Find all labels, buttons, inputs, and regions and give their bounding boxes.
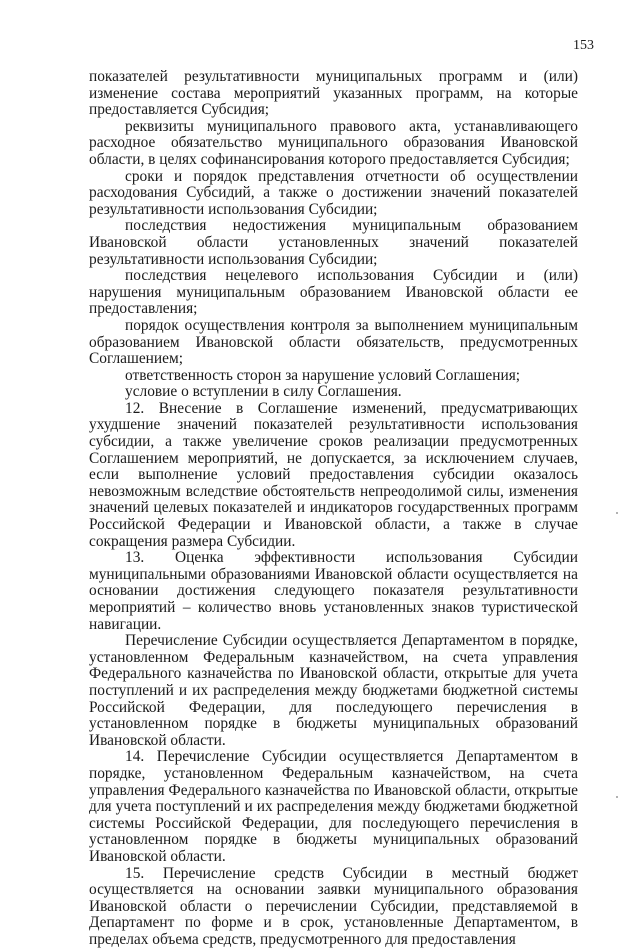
paragraph-clause-14: 14. Перечисление Субсидии осуществляется Департаментом в порядке, установленном Федеральным казначейством, на счета управления Федерального казначейства по Ивановской области, открытые для учета поступлений и их распределения между бюджетами бюджетной системы Российской Федерации, для последующего перечисления в установленном порядке в бюджеты муниципальных образований Ивановской области. [89, 749, 578, 865]
paragraph-legal-act-details: реквизиты муниципального правового акта, устанавливающего расходное обязательство муниципального образования Ивановской области, в целях софинансирования которого предоставляется Субсидия; [89, 119, 578, 169]
paragraph-non-achievement-consequences: последствия недостижения муниципальным образованием Ивановской области установленных значений показателей результативности использования Субсидии; [89, 218, 578, 268]
paragraph-clause-12: 12. Внесение в Соглашение изменений, предусматривающих ухудшение значений показателей результативности использования субсидии, а также увеличение сроков реализации предусмотренных Соглашением мероприятий, не допускается, за исключением случаев, если выполнение условий предоставления субсидии оказалось невозможным вследствие обстоятельств непреодолимой силы, изменения значений целевых показателей и индикаторов государственных программ Российской Федерации и Ивановской области, а также в случае сокращения размера Субсидии. [89, 401, 578, 550]
scan-speck [616, 512, 618, 514]
paragraph-clause-13: 13. Оценка эффективности использования Субсидии муниципальными образованиями Ивановской области осуществляется на основании достижения следующего показателя результативности мероприятий – количество вновь установленных знаков туристической навигации. [89, 550, 578, 633]
scan-speck [616, 796, 618, 798]
paragraph-clause-15: 15. Перечисление средств Субсидии в местный бюджет осуществляется на основании заявки муниципального образования Ивановской области о перечислении Субсидии, представляемой в Департамент по форме и в срок, установленные Департаментом, в пределах объема средств, предусмотренного для предоставления [89, 866, 578, 948]
paragraph-parties-responsibility: ответственность сторон за нарушение условий Соглашения; [89, 368, 578, 385]
paragraph-entry-into-force: условие о вступлении в силу Соглашения. [89, 384, 578, 401]
paragraph-transfer-procedure: Перечисление Субсидии осуществляется Департаментом в порядке, установленном Федеральным казначейством, на счета управления Федерального казначейства по Ивановской области, открытые для учета поступлений и их распределения между бюджетами бюджетной системы Российской Федерации, для последующего перечисления в установленном порядке в бюджеты муниципальных образований Ивановской области. [89, 633, 578, 749]
document-body [89, 69, 578, 948]
paragraph-reporting-terms: сроки и порядок представления отчетности об осуществлении расходования Субсидий, а также о достижении значений показателей результативности использования Субсидии; [89, 169, 578, 219]
paragraph-control-procedure: порядок осуществления контроля за выполнением муниципальным образованием Ивановской области обязательств, предусмотренных Соглашением; [89, 318, 578, 368]
page-number: 153 [573, 38, 594, 54]
paragraph-misuse-consequences: последствия нецелевого использования Субсидии и (или) нарушения муниципальным образованием Ивановской области ее предоставления; [89, 268, 578, 318]
paragraph-results-indicators: показателей результативности муниципальных программ и (или) изменение состава мероприятий указанных программ, на которые предоставляется Субсидия; [89, 69, 578, 119]
